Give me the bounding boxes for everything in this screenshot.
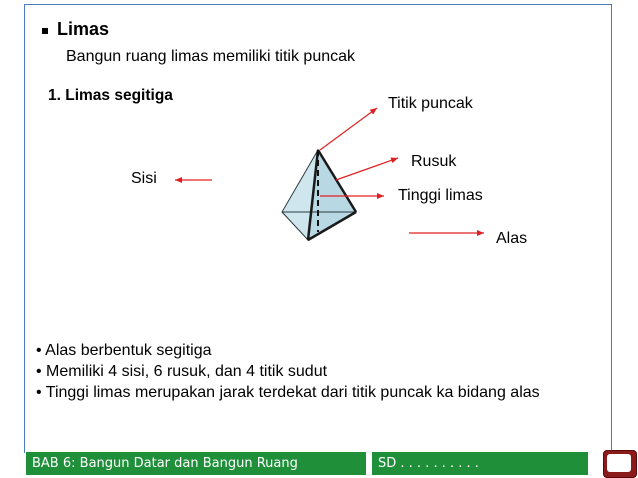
fact-item: • Tinggi limas merupakan jarak terdekat dari titik puncak ka bidang alas	[36, 384, 540, 401]
edge-arrow	[336, 158, 398, 180]
base-label: Alas	[496, 230, 528, 247]
footer-chapter: BAB 6: Bangun Datar dan Bangun Ruang	[26, 452, 366, 475]
slide-title: Limas	[57, 19, 110, 39]
fact-item: • Memiliki 4 sisi, 6 rusuk, dan 4 titik sudut	[36, 363, 328, 380]
section-heading: 1. Limas segitiga	[48, 87, 173, 104]
publisher-logo	[603, 450, 637, 478]
edge-label: Rusuk	[411, 153, 457, 170]
face-label: Sisi	[131, 170, 157, 187]
logo-mark	[607, 454, 631, 472]
footer-level: SD . . . . . . . . . .	[372, 452, 588, 475]
apex-arrow	[320, 108, 377, 150]
fact-list	[36, 340, 540, 403]
height-label: Tinggi limas	[398, 187, 483, 204]
slide-subtitle: Bangun ruang limas memiliki titik puncak	[66, 48, 356, 65]
apex-label: Titik puncak	[388, 95, 473, 112]
fact-item: • Alas berbentuk segitiga	[36, 342, 212, 359]
